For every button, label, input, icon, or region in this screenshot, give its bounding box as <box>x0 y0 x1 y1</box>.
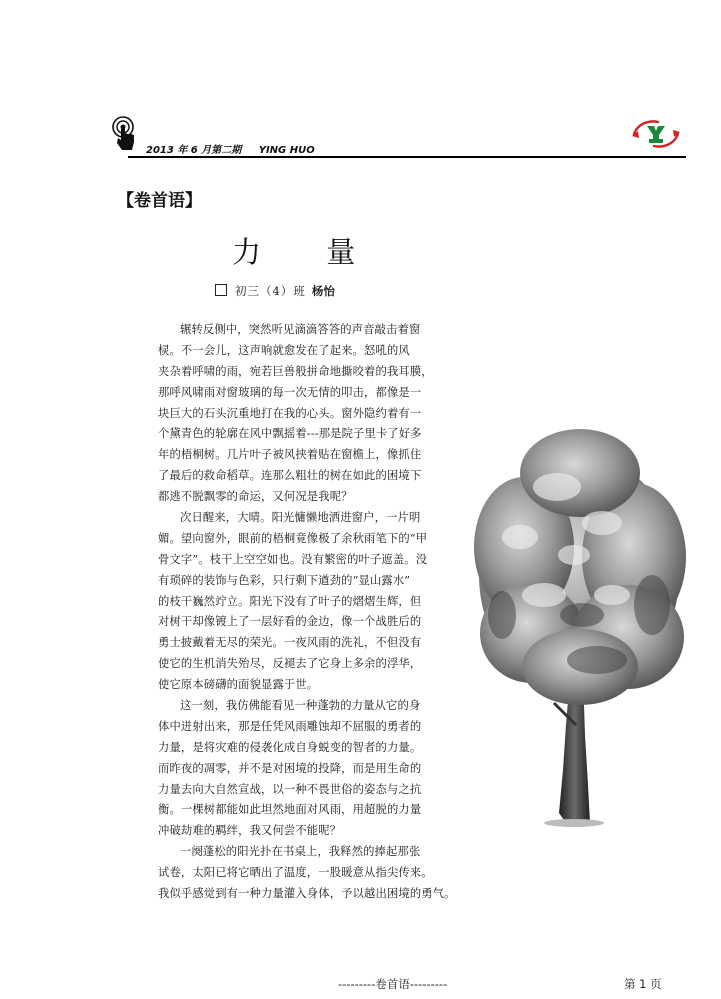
body-line: 力量，是将灾难的侵袭化成自身蜕变的智者的力量。 <box>158 740 422 754</box>
body-line: 次日醒来，大晴。阳光慵懒地洒进窗户，一片明 <box>180 511 421 525</box>
footer-section-label: ---------卷首语--------- <box>338 977 448 991</box>
journal-emblem-icon <box>628 118 684 150</box>
body-line: 力量去向大自然宣战，以一种不畏世俗的姿态与之抗 <box>158 782 422 796</box>
body-line: 而昨夜的凋零，并不是对困境的投降，而是用生命的 <box>158 761 422 775</box>
header-issue-line <box>146 141 315 156</box>
body-line: 衡。一棵树都能如此坦然地面对风雨，用超脱的力量 <box>158 803 422 817</box>
byline <box>215 283 335 299</box>
article-body <box>158 320 468 905</box>
body-line: 勇士披戴着无尽的荣光。一夜风雨的洗礼，不但没有 <box>158 636 422 650</box>
body-line: 棂。不一会儿，这声响就愈发在了起来。怒吼的风 <box>158 343 410 357</box>
body-line: 我似乎感觉到有一种力量灌入身体，予以越出困境的勇气。 <box>158 887 456 901</box>
body-line: 使它原本磅礴的面貌显露于世。 <box>158 678 319 692</box>
body-line: 那呼风啸雨对窗玻璃的每一次无情的叩击，都像是一 <box>158 385 422 399</box>
body-line: 对树干却像镀上了一层好看的金边，像一个战胜后的 <box>158 615 422 629</box>
journal-name: YING HUO <box>258 145 315 156</box>
body-line: 夹杂着呼啸的雨，宛若巨兽般拼命地撕咬着的我耳膜， <box>158 364 433 378</box>
body-line: 使它的生机消失殆尽，反褪去了它身上多余的浮华， <box>158 657 422 671</box>
page-number: 第 1 页 <box>624 977 662 991</box>
section-label: 【卷首语】 <box>117 191 202 211</box>
body-line: 骨文字”。枝干上空空如也。没有繁密的叶子遮盖。没 <box>158 552 428 566</box>
body-line: 这一刻，我仿佛能看见一种蓬勃的力量从它的身 <box>180 699 421 713</box>
author-name: 杨怡 <box>311 284 335 298</box>
body-line: 冲破劫难的羁绊，我又何尝不能呢？ <box>158 824 342 838</box>
body-line: 辗转反侧中，突然听见滴滴答答的声音敲击着窗 <box>180 323 421 336</box>
body-line: 个黛青色的轮廓在风中飘摇着---那是院子里卡了好多 <box>158 427 422 441</box>
author-class: 初三（4）班 <box>235 284 306 298</box>
body-line: 媚。望向窗外，眼前的梧桐竟像极了余秋雨笔下的“甲 <box>158 531 428 545</box>
hand-pointer-logo-icon <box>112 116 140 152</box>
body-line: 有琐碎的装饰与色彩，只行剩下遒劲的“显山露水” <box>158 573 411 587</box>
body-line: 年的梧桐树。几片叶子被风挟着贴在窗檐上，像抓住 <box>158 448 422 462</box>
checkbox-square-icon <box>215 284 227 296</box>
body-line: 的枝干巍然竚立。阳光下没有了叶子的熠熠生辉，但 <box>158 594 422 608</box>
body-line: 一阕蓬松的阳光扑在书桌上，我释然的捧起那张 <box>180 845 421 859</box>
header-divider <box>128 156 686 158</box>
tree-illustration <box>462 425 696 830</box>
body-line: 体中迸射出来，那是任凭风雨雕蚀却不屈服的勇者的 <box>158 719 422 733</box>
body-line: 了最后的救命稻草。连那么粗壮的树在如此的困境下 <box>158 469 422 483</box>
body-line: 试卷，太阳已将它晒出了温度，一股暖意从指尖传来。 <box>158 866 433 880</box>
body-line: 都逃不脱飘零的命运，又何况是我呢？ <box>158 490 353 504</box>
body-line: 块巨大的石头沉重地打在我的心头。窗外隐约着有一 <box>158 406 422 420</box>
article-title: 力 量 <box>232 235 384 269</box>
issue-date: 2013 年 6 月第二期 <box>146 145 242 156</box>
